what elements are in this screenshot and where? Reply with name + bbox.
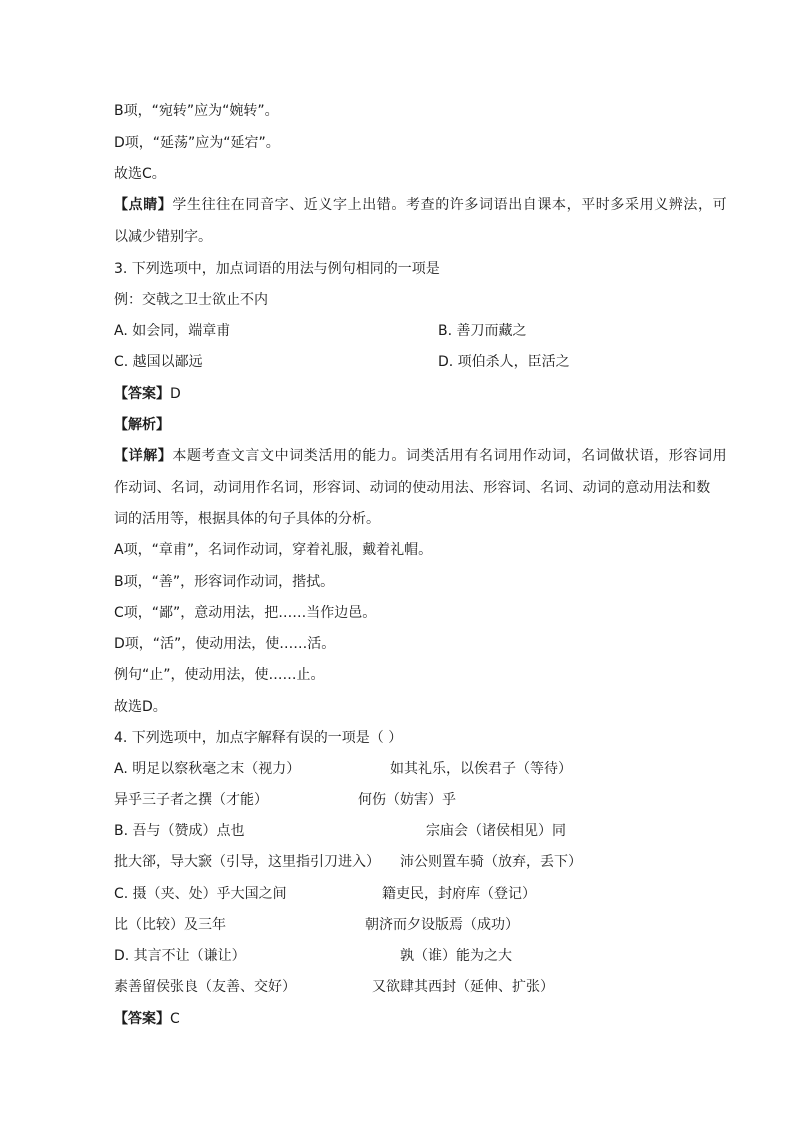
question-4-stem: 4. 下列选项中，加点字解释有误的一项是（ ） [114, 730, 403, 746]
text-line: D项，“延荡”应为“延宕”。 [114, 135, 280, 151]
q4-row-left: D. 其言不让（谦让） [114, 948, 246, 964]
explanation-text: 本题考查文言文中词类活用的能力。词类活用有名词用作动词，名词做状语，形容词用 [172, 448, 728, 464]
answer-value: D [170, 386, 181, 402]
q4-row-right: 籍吏民，封府库（登记） [382, 886, 536, 902]
tip-paragraph [114, 196, 727, 214]
option-c: C. 越国以鄙远 [114, 354, 203, 370]
answer-tag: 【答案】 [114, 1011, 170, 1027]
q4-row-left: C. 摄（夹、处）乎大国之间 [114, 886, 287, 902]
answer-value: C [170, 1011, 180, 1027]
option-d: D. 项伯杀人，臣活之 [438, 354, 570, 370]
answer-line [114, 385, 181, 403]
q4-row-right: 孰（谁）能为之大 [400, 948, 512, 964]
q4-row-right: 又欲肆其西封（延伸、扩张） [372, 979, 554, 995]
text-line: 例句“止”，使动用法，使……止。 [114, 667, 325, 683]
text-line: 故选C。 [114, 166, 166, 182]
text-line: B项，“善”，形容词作动词，揩拭。 [114, 574, 335, 590]
text-line: 以减少错别字。 [114, 229, 212, 245]
question-3-example: 例：交戟之卫士欲止不内 [114, 292, 268, 308]
text-line: C项，“鄙”，意动用法，把……当作边邑。 [114, 605, 377, 621]
text-line: 故选D。 [114, 699, 167, 715]
q4-row-right: 宗庙会（诸侯相见）同 [426, 823, 566, 839]
q4-row-left: A. 明足以察秋毫之末（视力） [114, 761, 301, 777]
text-line: 作动词、名词，动词用作名词，形容词、动词的使动用法、形容词、名词、动词的意动用法和数 [114, 480, 711, 496]
detail-tag: 【详解】 [114, 448, 173, 464]
question-3-stem: 3. 下列选项中，加点词语的用法与例句相同的一项是 [114, 261, 440, 277]
q4-row-left: 素善留侯张良（友善、交好） [114, 979, 296, 995]
q4-row-left: 批大郤，导大窾（引导，这里指引刀进入） [114, 854, 380, 870]
text-line: 词的活用等，根据具体的句子具体的分析。 [114, 511, 380, 527]
text-line: A项，“章甫”，名词作动词，穿着礼服，戴着礼帽。 [114, 542, 433, 558]
option-a: A. 如会同，端章甫 [114, 323, 231, 339]
explanation-line [114, 447, 727, 465]
q4-row-left: 异乎三子者之撰（才能） [114, 792, 268, 808]
q4-row-right: 何伤（妨害）乎 [358, 792, 456, 808]
text-line: D项，“活”，使动用法，使……活。 [114, 636, 336, 652]
analysis-heading [114, 416, 170, 434]
q4-row-left: 比（比较）及三年 [114, 917, 226, 933]
option-b: B. 善刀而藏之 [438, 323, 527, 339]
q4-row-left: B. 吾与（赞成）点也 [114, 823, 245, 839]
text-line: B项，“宛转”应为“婉转”。 [114, 103, 279, 119]
q4-row-right: 朝济而夕设版焉（成功） [365, 917, 519, 933]
analysis-tag: 【解析】 [114, 417, 170, 433]
q4-row-right: 如其礼乐，以俟君子（等待） [390, 761, 572, 777]
answer-tag: 【答案】 [114, 386, 170, 402]
q4-row-right: 沛公则置车骑（放弃，丢下） [400, 854, 582, 870]
tip-text: 学生往往在同音字、近义字上出错。考查的许多词语出自课本，平时多采用义辨法，可 [172, 197, 728, 213]
answer-line [114, 1010, 180, 1028]
tip-tag: 【点睛】 [114, 197, 173, 213]
